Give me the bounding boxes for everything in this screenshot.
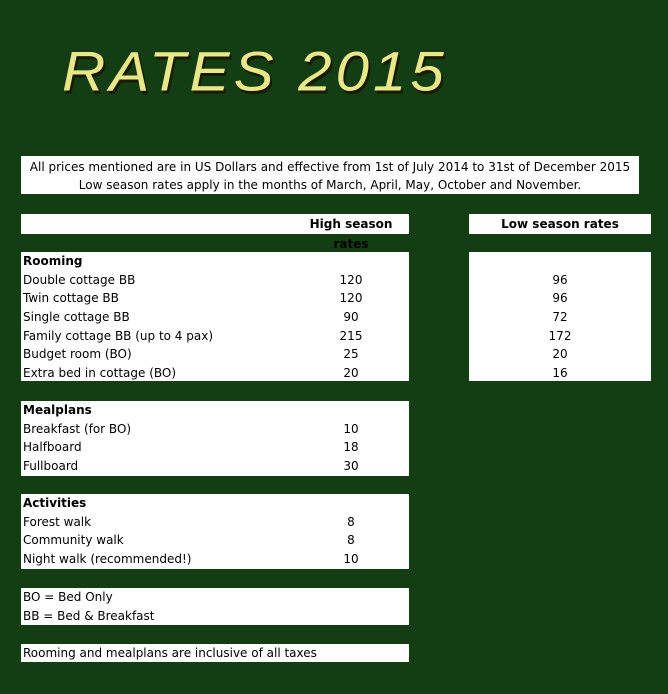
row-label: Budget room (BO) (23, 347, 132, 362)
legend-bb: BB = Bed & Breakfast (23, 608, 155, 623)
table-row (21, 345, 409, 364)
high-rate: 30 (343, 459, 359, 474)
table-row (21, 420, 409, 439)
row-label: Double cottage BB (23, 272, 136, 287)
high-rate: 25 (343, 347, 359, 362)
intro-box (21, 156, 639, 194)
blank-row (469, 252, 651, 271)
high-rate: 120 (339, 272, 363, 287)
legend-row (21, 607, 409, 626)
row-label: Single cottage BB (23, 310, 130, 325)
activities-heading-row (21, 494, 409, 513)
table-row (469, 345, 651, 364)
table-row (21, 550, 409, 569)
row-label: Breakfast (for BO) (23, 421, 132, 436)
legend-box (21, 588, 409, 625)
high-rate: 90 (343, 310, 359, 325)
table-row (21, 327, 409, 346)
legend-row (21, 588, 409, 607)
legend-bo: BO = Bed Only (23, 590, 113, 604)
high-rate: 8 (347, 533, 355, 548)
high-rate: 215 (339, 328, 363, 343)
low-season-header: Low season rates (469, 214, 651, 234)
table-row (469, 364, 651, 383)
table-row (469, 327, 651, 346)
activities-heading: Activities (23, 496, 87, 510)
row-label: Twin cottage BB (23, 291, 119, 306)
high-season-header-box (21, 214, 409, 251)
row-label: Night walk (recommended!) (23, 552, 192, 567)
table-row (21, 438, 409, 457)
table-row (21, 531, 409, 550)
row-label: Community walk (23, 533, 124, 548)
row-label: Fullboard (23, 459, 79, 474)
page-title: RATES 2015 (62, 40, 448, 103)
low-rate: 20 (552, 347, 568, 362)
high-season-header: High season rates (309, 217, 393, 251)
low-rate: 96 (552, 272, 568, 287)
high-rate: 10 (343, 421, 359, 436)
table-row (21, 289, 409, 308)
row-label: Halfboard (23, 440, 82, 455)
table-row (21, 271, 409, 290)
mealplans-table (21, 401, 409, 476)
table-row (21, 308, 409, 327)
table-row (21, 364, 409, 383)
intro-line-1: All prices mentioned are in US Dollars and effective from 1st of July 2014 to 31st of December 2015 (29, 160, 631, 174)
mealplans-heading: Mealplans (23, 403, 92, 417)
row-label: Family cottage BB (up to 4 pax) (23, 328, 214, 343)
rooming-heading: Rooming (23, 254, 83, 268)
table-row (469, 308, 651, 327)
table-row (469, 271, 651, 290)
footer-note-box (21, 644, 409, 662)
high-rate: 20 (343, 366, 359, 381)
low-rate: 16 (552, 366, 568, 381)
table-row (21, 513, 409, 532)
high-rate: 8 (347, 514, 355, 529)
mealplans-heading-row (21, 401, 409, 420)
low-rate: 72 (552, 310, 568, 325)
intro-line-2: Low season rates apply in the months of March, April, May, October and November. (78, 178, 582, 192)
high-rate: 10 (343, 552, 359, 567)
row-label: Forest walk (23, 514, 92, 529)
activities-table (21, 494, 409, 569)
rooming-table (21, 252, 409, 381)
table-row (469, 289, 651, 308)
low-rate: 96 (552, 291, 568, 306)
table-row (21, 457, 409, 476)
rooming-low-table (469, 252, 651, 381)
row-label: Extra bed in cottage (BO) (23, 366, 177, 381)
high-rate: 120 (339, 291, 363, 306)
rooming-heading-row (21, 252, 409, 271)
footer-note: Rooming and mealplans are inclusive of all taxes (23, 646, 317, 660)
low-rate: 172 (548, 328, 572, 343)
high-rate: 18 (343, 440, 359, 455)
